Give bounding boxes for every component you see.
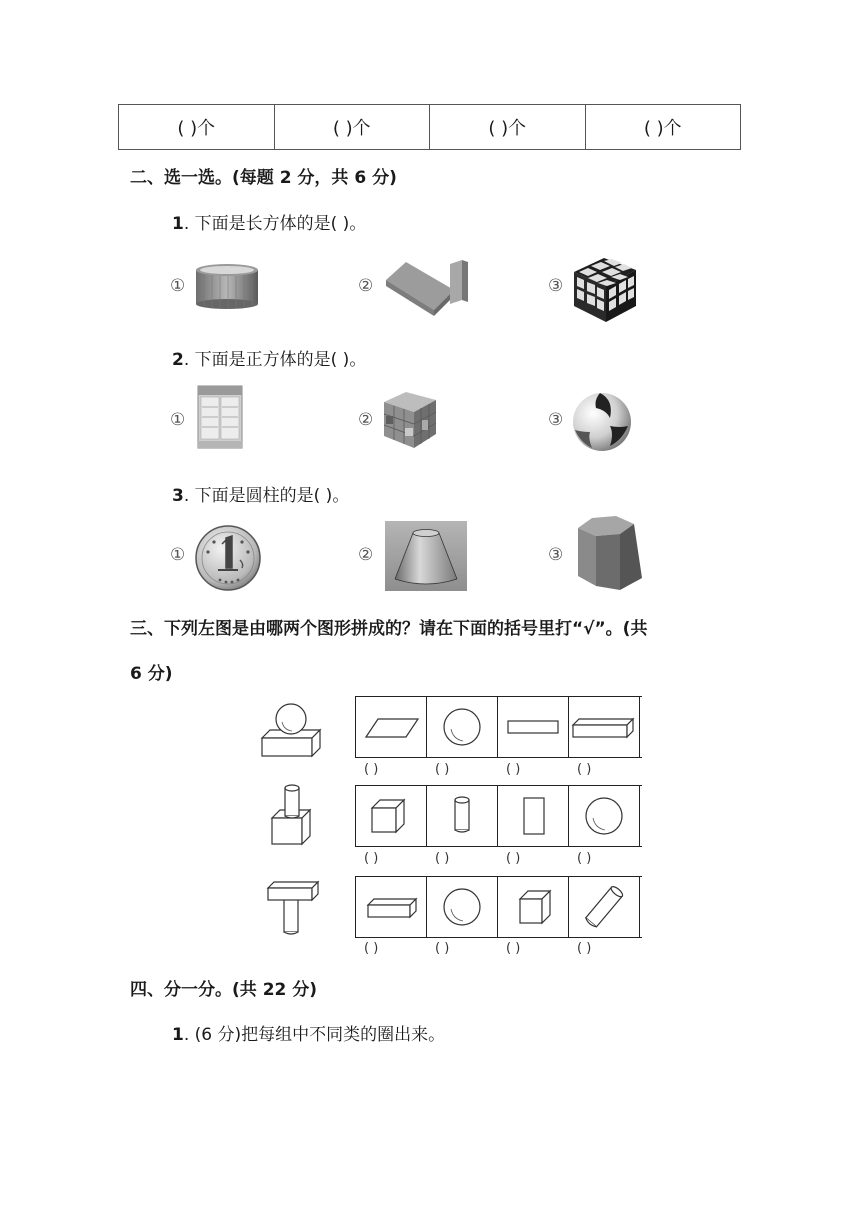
answer-paren-row <box>364 941 648 956</box>
answer-paren-row <box>364 851 648 866</box>
option-cell[interactable] <box>498 877 569 937</box>
cuboid-flat-icon <box>569 697 639 757</box>
question-text: . 下面是正方体的是( )。 <box>183 350 367 370</box>
answer-paren[interactable]: ( ) <box>577 851 592 866</box>
ball-image <box>570 390 634 454</box>
option-strip-3 <box>355 876 642 938</box>
option-label: ③ <box>548 545 564 565</box>
option-cell[interactable] <box>427 786 498 846</box>
answer-paren[interactable]: ( ) <box>577 941 592 956</box>
question-number: 1 <box>172 1025 184 1045</box>
question-text: . 下面是圆柱的是( )。 <box>183 486 350 506</box>
answer-paren[interactable]: ( ) <box>506 851 521 866</box>
option-cell[interactable] <box>569 786 640 846</box>
wooden-cylinder-image <box>194 262 260 310</box>
option-strip-2 <box>355 785 642 847</box>
refrigerator-image <box>196 385 246 451</box>
count-cell[interactable]: ( )个 <box>430 105 586 150</box>
option-cell[interactable] <box>498 786 569 846</box>
section4-title: 四、分一分。(共 22 分) <box>130 980 318 1000</box>
cube-icon <box>356 786 426 846</box>
option-cell[interactable] <box>569 877 640 937</box>
circle-icon <box>427 697 497 757</box>
cylinder-on-cube-figure <box>266 782 318 848</box>
answer-paren-row <box>364 762 648 777</box>
question-2 <box>172 345 366 370</box>
rectangle-icon <box>498 697 568 757</box>
rubik-cube-image <box>570 256 640 324</box>
option-label: ① <box>170 410 186 430</box>
option-label: ③ <box>548 276 564 296</box>
answer-paren[interactable]: ( ) <box>435 851 450 866</box>
circle-icon <box>569 786 639 846</box>
count-cell[interactable]: ( )个 <box>119 105 275 150</box>
option-cell[interactable] <box>356 697 427 757</box>
circle-icon <box>427 877 497 937</box>
question-text: . 下面是长方体的是( )。 <box>183 214 367 234</box>
count-cell[interactable]: ( )个 <box>585 105 741 150</box>
answer-paren[interactable]: ( ) <box>577 762 592 777</box>
cylinder-icon <box>427 786 497 846</box>
question-number: 3 <box>172 486 184 506</box>
option-label: ② <box>358 276 374 296</box>
option-cell[interactable] <box>427 877 498 937</box>
question-number: 1 <box>172 214 184 234</box>
answer-paren[interactable]: ( ) <box>435 941 450 956</box>
option-label: ① <box>170 276 186 296</box>
cuboid-flat-icon <box>356 877 426 937</box>
answer-paren[interactable]: ( ) <box>506 762 521 777</box>
option-label: ① <box>170 545 186 565</box>
sphere-on-cuboid-figure <box>256 700 326 760</box>
section3-title-line2: 6 分) <box>130 664 173 684</box>
option-label: ② <box>358 545 374 565</box>
option-cell[interactable] <box>498 697 569 757</box>
hexagonal-prism-image <box>574 514 646 596</box>
option-label: ② <box>358 410 374 430</box>
answer-paren[interactable]: ( ) <box>364 941 379 956</box>
section2-title: 二、选一选。(每题 2 分，共 6 分) <box>130 168 397 188</box>
count-cell[interactable]: ( )个 <box>274 105 430 150</box>
question-text: . (6 分)把每组中不同类的圈出来。 <box>183 1025 446 1045</box>
answer-paren[interactable]: ( ) <box>364 762 379 777</box>
answer-paren[interactable]: ( ) <box>506 941 521 956</box>
gray-bricks-image <box>382 258 474 316</box>
option-cell[interactable] <box>356 877 427 937</box>
option-strip-1 <box>355 696 642 758</box>
option-cell[interactable] <box>427 697 498 757</box>
cone-frustum-image <box>385 521 467 591</box>
question-number: 2 <box>172 350 184 370</box>
answer-paren[interactable]: ( ) <box>435 762 450 777</box>
option-cell[interactable] <box>356 786 427 846</box>
question-1 <box>172 209 366 234</box>
section3-title-line1: 三、下列左图是由哪两个图形拼成的？请在下面的括号里打“√”。(共 <box>130 619 648 639</box>
tilted-cylinder-icon <box>569 877 639 937</box>
cuboid-on-cylinder-figure <box>262 878 324 938</box>
question-3 <box>172 481 349 506</box>
option-cell[interactable] <box>569 697 640 757</box>
section4-question-1 <box>172 1020 445 1045</box>
option-label: ③ <box>548 410 564 430</box>
cube-icon <box>498 877 568 937</box>
count-table <box>118 104 741 150</box>
parallelogram-icon <box>356 697 426 757</box>
rectangle-icon <box>498 786 568 846</box>
block-cube-image <box>380 390 440 450</box>
coin-image <box>194 524 262 592</box>
answer-paren[interactable]: ( ) <box>364 851 379 866</box>
